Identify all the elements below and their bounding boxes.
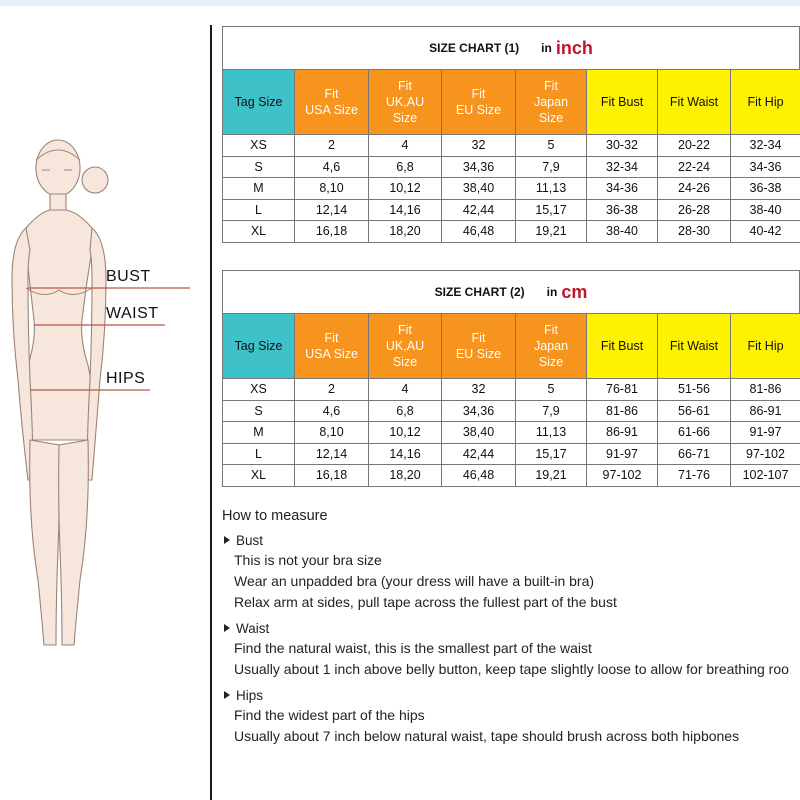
measure-instruction: Usually about 1 inch above belly button, keep tape slightly loose to allow for breathing roo [234,661,789,677]
table-cell: 34-36 [587,178,658,200]
measure-section-label: Hips [236,687,264,703]
table-cell: 66-71 [658,443,731,465]
table-cell: 32-34 [587,156,658,178]
table-cell: 4,6 [295,156,369,178]
table-cell: 102-107 [731,465,800,487]
table-cell: 8,10 [295,178,369,200]
table-cell: 16,18 [295,465,369,487]
table-cell: L [223,199,295,221]
measure-instruction: This is not your bra size [234,552,382,568]
column-header: Fit Bust [587,70,658,135]
measure-section-label: Waist [236,620,270,636]
table-cell: XS [223,379,295,401]
measure-section-title [222,685,800,705]
measure-section-label: Bust [236,532,264,548]
chart-title-bar [222,26,800,69]
table-cell: 14,16 [369,199,442,221]
chart-title: SIZE CHART (2) [434,285,525,299]
table-cell: 38-40 [731,199,800,221]
table-cell: 91-97 [587,443,658,465]
column-header: Fit Bust [587,314,658,379]
chart-unit: inch [555,37,593,58]
how-to-heading: How to measure [222,508,328,524]
size-chart-inch [222,26,800,243]
waist-label: WAIST [106,305,159,322]
size-table [222,313,800,487]
table-cell: 4,6 [295,400,369,422]
measure-section-title [222,530,800,550]
table-cell: 10,12 [369,422,442,444]
table-cell: 34-36 [731,156,800,178]
hips-label: HIPS [106,370,146,387]
header-row [223,314,800,379]
chart-in-word: in [541,41,552,55]
vertical-divider [210,25,212,800]
table-row [223,178,800,200]
column-header: Fit UK,AU Size [369,314,442,379]
column-header: Fit Hip [731,70,800,135]
column-header: Fit Hip [731,314,800,379]
table-cell: 36-38 [587,199,658,221]
chart-in-word: in [546,285,558,299]
table-cell: 7,9 [516,400,587,422]
table-cell: 15,17 [516,443,587,465]
table-cell: 5 [516,379,587,401]
table-cell: 81-86 [731,379,800,401]
table-cell: 19,21 [516,465,587,487]
triangle-bullet-icon [224,536,230,544]
table-cell: 15,17 [516,199,587,221]
measure-instruction: Wear an unpadded bra (your dress will have a built-in bra) [234,573,595,589]
table-cell: 42,44 [442,199,516,221]
how-to-measure-section [222,508,800,747]
triangle-bullet-icon [224,691,230,699]
table-cell: 38-40 [587,221,658,243]
table-row [223,443,800,465]
table-cell: 4 [369,379,442,401]
chart-unit: cm [561,281,588,302]
size-table [222,69,800,243]
measure-section-title [222,618,800,638]
table-cell: 12,14 [295,443,369,465]
table-cell: 22-24 [658,156,731,178]
table-cell: XL [223,465,295,487]
triangle-bullet-icon [224,624,230,632]
table-cell: 28-30 [658,221,731,243]
table-cell: 6,8 [369,156,442,178]
table-cell: 91-97 [731,422,800,444]
column-header: Fit EU Size [442,70,516,135]
column-header: Fit USA Size [295,70,369,135]
table-cell: M [223,422,295,444]
table-cell: 26-28 [658,199,731,221]
table-cell: 42,44 [442,443,516,465]
table-cell: 97-102 [587,465,658,487]
table-cell: 86-91 [587,422,658,444]
column-header: Fit Japan Size [516,314,587,379]
table-cell: 38,40 [442,422,516,444]
table-cell: 16,18 [295,221,369,243]
measure-section [222,530,800,613]
table-cell: 5 [516,135,587,157]
table-cell: 46,48 [442,465,516,487]
table-cell: 18,20 [369,221,442,243]
table-cell: 61-66 [658,422,731,444]
table-cell: 11,13 [516,422,587,444]
table-cell: 32-34 [731,135,800,157]
table-cell: 8,10 [295,422,369,444]
table-row [223,400,800,422]
table-row [223,465,800,487]
measure-instruction: Usually about 7 inch below natural waist, tape should brush across both hipbones [234,728,740,744]
measure-section [222,685,800,747]
table-cell: 38,40 [442,178,516,200]
measure-instruction: Find the natural waist, this is the smallest part of the waist [234,640,592,656]
table-row [223,379,800,401]
table-cell: 36-38 [731,178,800,200]
table-cell: 32 [442,379,516,401]
column-header: Fit EU Size [442,314,516,379]
table-cell: 6,8 [369,400,442,422]
table-cell: 12,14 [295,199,369,221]
table-cell: 19,21 [516,221,587,243]
table-cell: 34,36 [442,400,516,422]
table-cell: XL [223,221,295,243]
woman-silhouette-illustration [0,100,210,670]
table-cell: 30-32 [587,135,658,157]
chart-title: SIZE CHART (1) [429,41,520,55]
table-cell: S [223,156,295,178]
table-cell: 2 [295,135,369,157]
table-cell: 11,13 [516,178,587,200]
table-row [223,221,800,243]
chart-title-bar [222,270,800,313]
table-cell: 32 [442,135,516,157]
column-header: Fit Japan Size [516,70,587,135]
table-cell: 76-81 [587,379,658,401]
table-cell: 56-61 [658,400,731,422]
top-accent-line [0,0,800,6]
table-cell: 40-42 [731,221,800,243]
table-cell: 46,48 [442,221,516,243]
how-to-list [222,530,800,747]
table-cell: 18,20 [369,465,442,487]
column-header: Tag Size [223,314,295,379]
table-cell: 24-26 [658,178,731,200]
table-cell: 71-76 [658,465,731,487]
column-header: Fit Waist [658,314,731,379]
table-cell: 20-22 [658,135,731,157]
table-cell: S [223,400,295,422]
table-cell: M [223,178,295,200]
measure-section [222,618,800,680]
table-cell: L [223,443,295,465]
table-row [223,135,800,157]
table-cell: 34,36 [442,156,516,178]
column-header: Fit UK,AU Size [369,70,442,135]
bust-label: BUST [106,268,151,285]
table-cell: 7,9 [516,156,587,178]
table-row [223,422,800,444]
measure-instruction: Find the widest part of the hips [234,707,425,723]
table-cell: XS [223,135,295,157]
header-row [223,70,800,135]
measure-instruction: Relax arm at sides, pull tape across the fullest part of the bust [234,594,617,610]
table-cell: 14,16 [369,443,442,465]
body-figure [0,100,210,670]
table-row [223,199,800,221]
table-cell: 97-102 [731,443,800,465]
table-cell: 2 [295,379,369,401]
size-chart-cm [222,270,800,487]
table-cell: 10,12 [369,178,442,200]
column-header: Tag Size [223,70,295,135]
table-row [223,156,800,178]
column-header: Fit Waist [658,70,731,135]
table-cell: 4 [369,135,442,157]
column-header: Fit USA Size [295,314,369,379]
table-cell: 51-56 [658,379,731,401]
table-cell: 86-91 [731,400,800,422]
table-cell: 81-86 [587,400,658,422]
